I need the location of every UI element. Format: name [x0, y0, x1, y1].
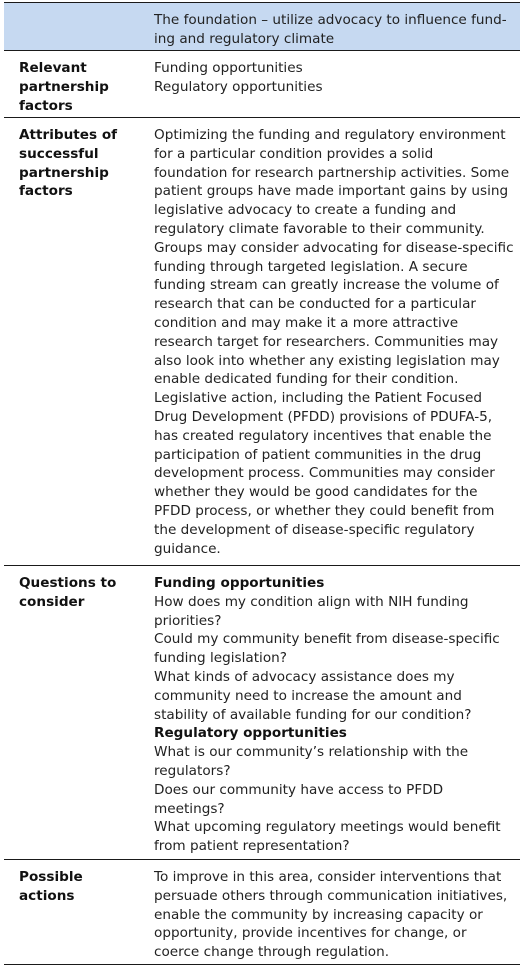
question-line: meetings? — [154, 800, 225, 817]
content-line: enable dedicated funding for their condition. — [154, 371, 459, 388]
content-line: development process. Communities may consider — [154, 465, 495, 482]
row-label-line: factors — [19, 97, 73, 114]
content-line: participation of patient communities in the drug — [154, 446, 482, 463]
content-line: the development of disease-specific regulatory — [154, 521, 475, 538]
content-line: foundation for research partnership activities. Some — [154, 164, 510, 181]
question-line: Could my community benefit from disease-specific — [154, 631, 500, 648]
header-title — [138, 3, 520, 50]
content-line: legislative advocacy to create a funding and — [154, 202, 457, 219]
table-row-relevant-factors — [4, 51, 520, 118]
question-line: Does our community have access to PFDD — [154, 781, 444, 798]
content-line: opportunity, provide incentives for change, or — [154, 925, 467, 942]
content-line: for a particular condition provides a solid — [154, 145, 434, 162]
subheading-funding: Funding opportunities — [154, 575, 325, 591]
row-label-line: Attributes of — [19, 127, 118, 143]
row-label-line: actions — [19, 887, 75, 904]
content-line: PFDD process, or whether they could benefit from — [154, 502, 495, 519]
header-label-cell — [4, 3, 138, 50]
question-line: What upcoming regulatory meetings would benefit — [154, 819, 501, 836]
row-label-line: successful — [19, 145, 99, 162]
content-line: guidance. — [154, 540, 221, 557]
content-line: has created regulatory incentives that enable the — [154, 427, 492, 444]
row-content — [138, 566, 520, 859]
content-line: Funding opportunities — [154, 60, 303, 76]
question-line: What kinds of advocacy assistance does my — [154, 668, 455, 685]
content-line: Groups may consider advocating for disease-specific — [154, 239, 514, 256]
content-line: Drug Development (PFDD) provisions of PDUFA-5, — [154, 408, 493, 425]
row-label — [4, 51, 138, 117]
table-row-possible-actions — [4, 860, 520, 965]
row-content — [138, 118, 522, 565]
table-row-attributes — [4, 118, 520, 566]
row-label — [4, 118, 138, 565]
content-line: persuade others through communication initiatives, — [154, 887, 508, 904]
content-line: coerce change through regulation. — [154, 944, 390, 961]
content-line: condition and may make it a more attractive — [154, 314, 459, 331]
row-content — [138, 51, 520, 117]
content-line: whether they would be good candidates for the — [154, 484, 478, 501]
content-line: funding through targeted legislation. A secure — [154, 258, 468, 275]
table-header-row — [4, 3, 520, 51]
question-line: from patient representation? — [154, 838, 350, 855]
question-line: priorities? — [154, 612, 222, 629]
content-line: research target for researchers. Communities may — [154, 333, 499, 350]
question-line: What is our community’s relationship with the — [154, 744, 469, 761]
content-line: patient groups have made important gains by using — [154, 183, 509, 200]
content-line: Optimizing the funding and regulatory environment — [154, 127, 506, 143]
header-title-line: ing and regulatory climate — [154, 30, 335, 47]
row-label-line: partnership — [19, 164, 109, 181]
question-line: regulators? — [154, 762, 231, 779]
content-line: enable the community by increasing capacity or — [154, 906, 483, 923]
row-label-line: Possible — [19, 869, 83, 885]
question-line: funding legislation? — [154, 650, 287, 667]
row-label — [4, 566, 138, 859]
question-line: stability of available funding for our condition? — [154, 706, 472, 723]
row-label-line: Relevant — [19, 60, 87, 76]
table-row-questions — [4, 566, 520, 860]
question-line: community need to increase the amount and — [154, 687, 462, 704]
partnership-table — [4, 2, 520, 965]
row-label-line: factors — [19, 183, 73, 200]
content-line: research that can be conducted for a particular — [154, 296, 476, 313]
question-line: How does my condition align with NIH funding — [154, 593, 469, 610]
subheading-regulatory: Regulatory opportunities — [154, 725, 347, 742]
row-label-line: consider — [19, 593, 85, 610]
content-line: also look into whether any existing legislation may — [154, 352, 500, 369]
row-label — [4, 860, 138, 964]
content-line: To improve in this area, consider interventions that — [154, 869, 502, 885]
header-title-line: The foundation – utilize advocacy to influence fund- — [154, 12, 507, 28]
content-line: Legislative action, including the Patient Focused — [154, 390, 482, 407]
content-line: Regulatory opportunities — [154, 78, 323, 95]
row-content — [138, 860, 520, 964]
content-line: funding stream can greatly increase the volume of — [154, 277, 499, 294]
row-label-line: Questions to — [19, 575, 117, 591]
content-line: regulatory climate favorable to their community. — [154, 220, 485, 237]
row-label-line: partnership — [19, 78, 109, 95]
